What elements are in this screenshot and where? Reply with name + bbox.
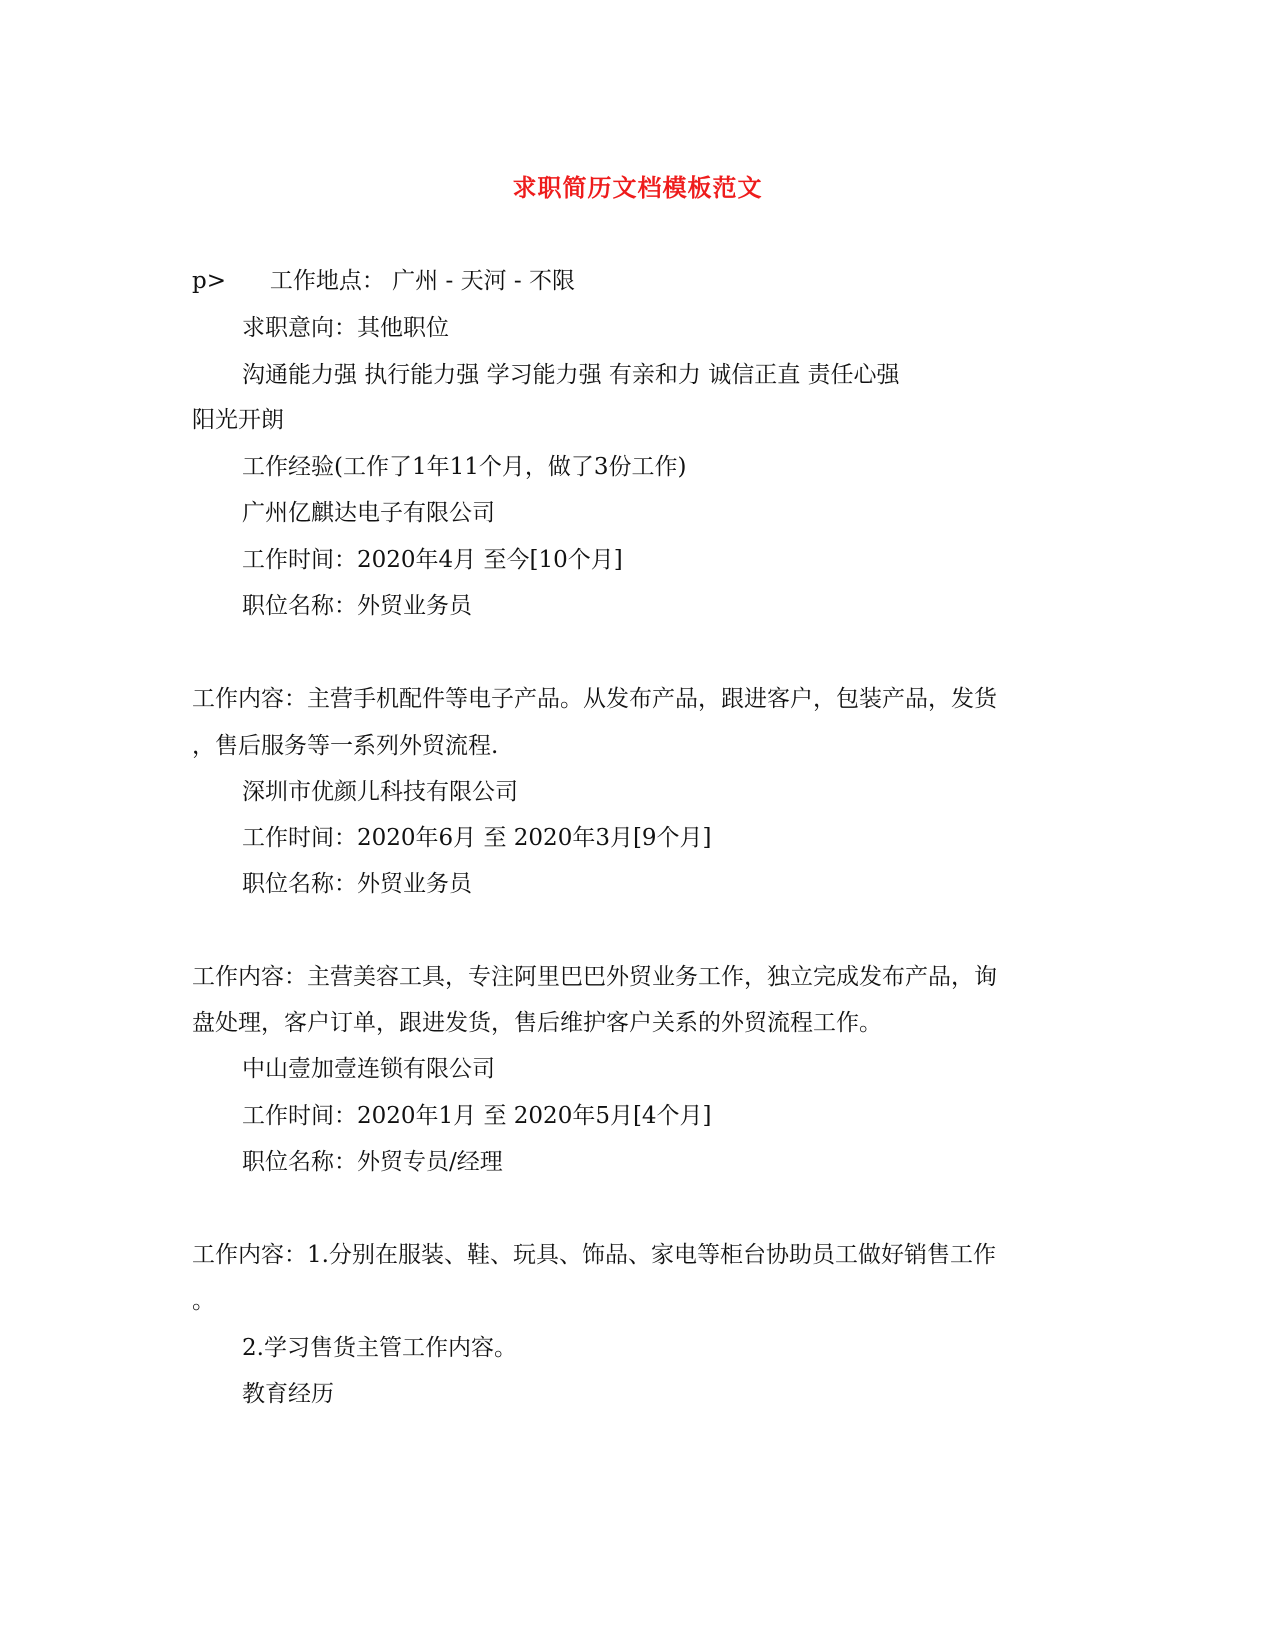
company-name-1: 广州亿麒达电子有限公司 — [242, 500, 495, 526]
company-name-2: 深圳市优颜儿科技有限公司 — [242, 779, 518, 805]
job-intention-line: 求职意向：其他职位 — [242, 315, 449, 341]
company-name-3: 中山壹加壹连锁有限公司 — [242, 1056, 495, 1082]
work-period-1: 工作时间：2020年4月 至今[10个月] — [242, 547, 623, 573]
document-title: 求职简历文档模板范文 — [512, 173, 763, 202]
position-title-1: 职位名称：外贸业务员 — [242, 593, 472, 619]
job-description-1-continued: ，售后服务等一系列外贸流程. — [192, 733, 499, 759]
position-title-2: 职位名称：外贸业务员 — [242, 871, 472, 897]
job-description-3: 工作内容：1.分别在服装、鞋、玩具、饰品、家电等柜台协助员工做好销售工作 — [192, 1242, 996, 1268]
work-experience-heading: 工作经验(工作了1年11个月，做了3份工作) — [242, 454, 687, 480]
work-location-line: p> 工作地点： 广州 - 天河 - 不限 — [192, 268, 575, 294]
job-description-2: 工作内容：主营美容工具，专注阿里巴巴外贸业务工作，独立完成发布产品，询 — [192, 964, 997, 990]
strengths-line-continued: 阳光开朗 — [192, 407, 284, 433]
work-period-2: 工作时间：2020年6月 至 2020年3月[9个月] — [242, 825, 712, 851]
job-description-2-continued: 盘处理，客户订单，跟进发货，售后维护客户关系的外贸流程工作。 — [192, 1010, 882, 1036]
work-period-3: 工作时间：2020年1月 至 2020年5月[4个月] — [242, 1103, 712, 1129]
job-description-3-continued: 。 — [192, 1288, 215, 1314]
job-description-3-item-2: 2.学习售货主管工作内容。 — [242, 1335, 517, 1361]
education-heading: 教育经历 — [242, 1381, 334, 1407]
strengths-line: 沟通能力强 执行能力强 学习能力强 有亲和力 诚信正直 责任心强 — [242, 362, 900, 388]
job-description-1: 工作内容：主营手机配件等电子产品。从发布产品，跟进客户，包装产品，发货 — [192, 686, 997, 712]
position-title-3: 职位名称：外贸专员/经理 — [242, 1149, 503, 1175]
